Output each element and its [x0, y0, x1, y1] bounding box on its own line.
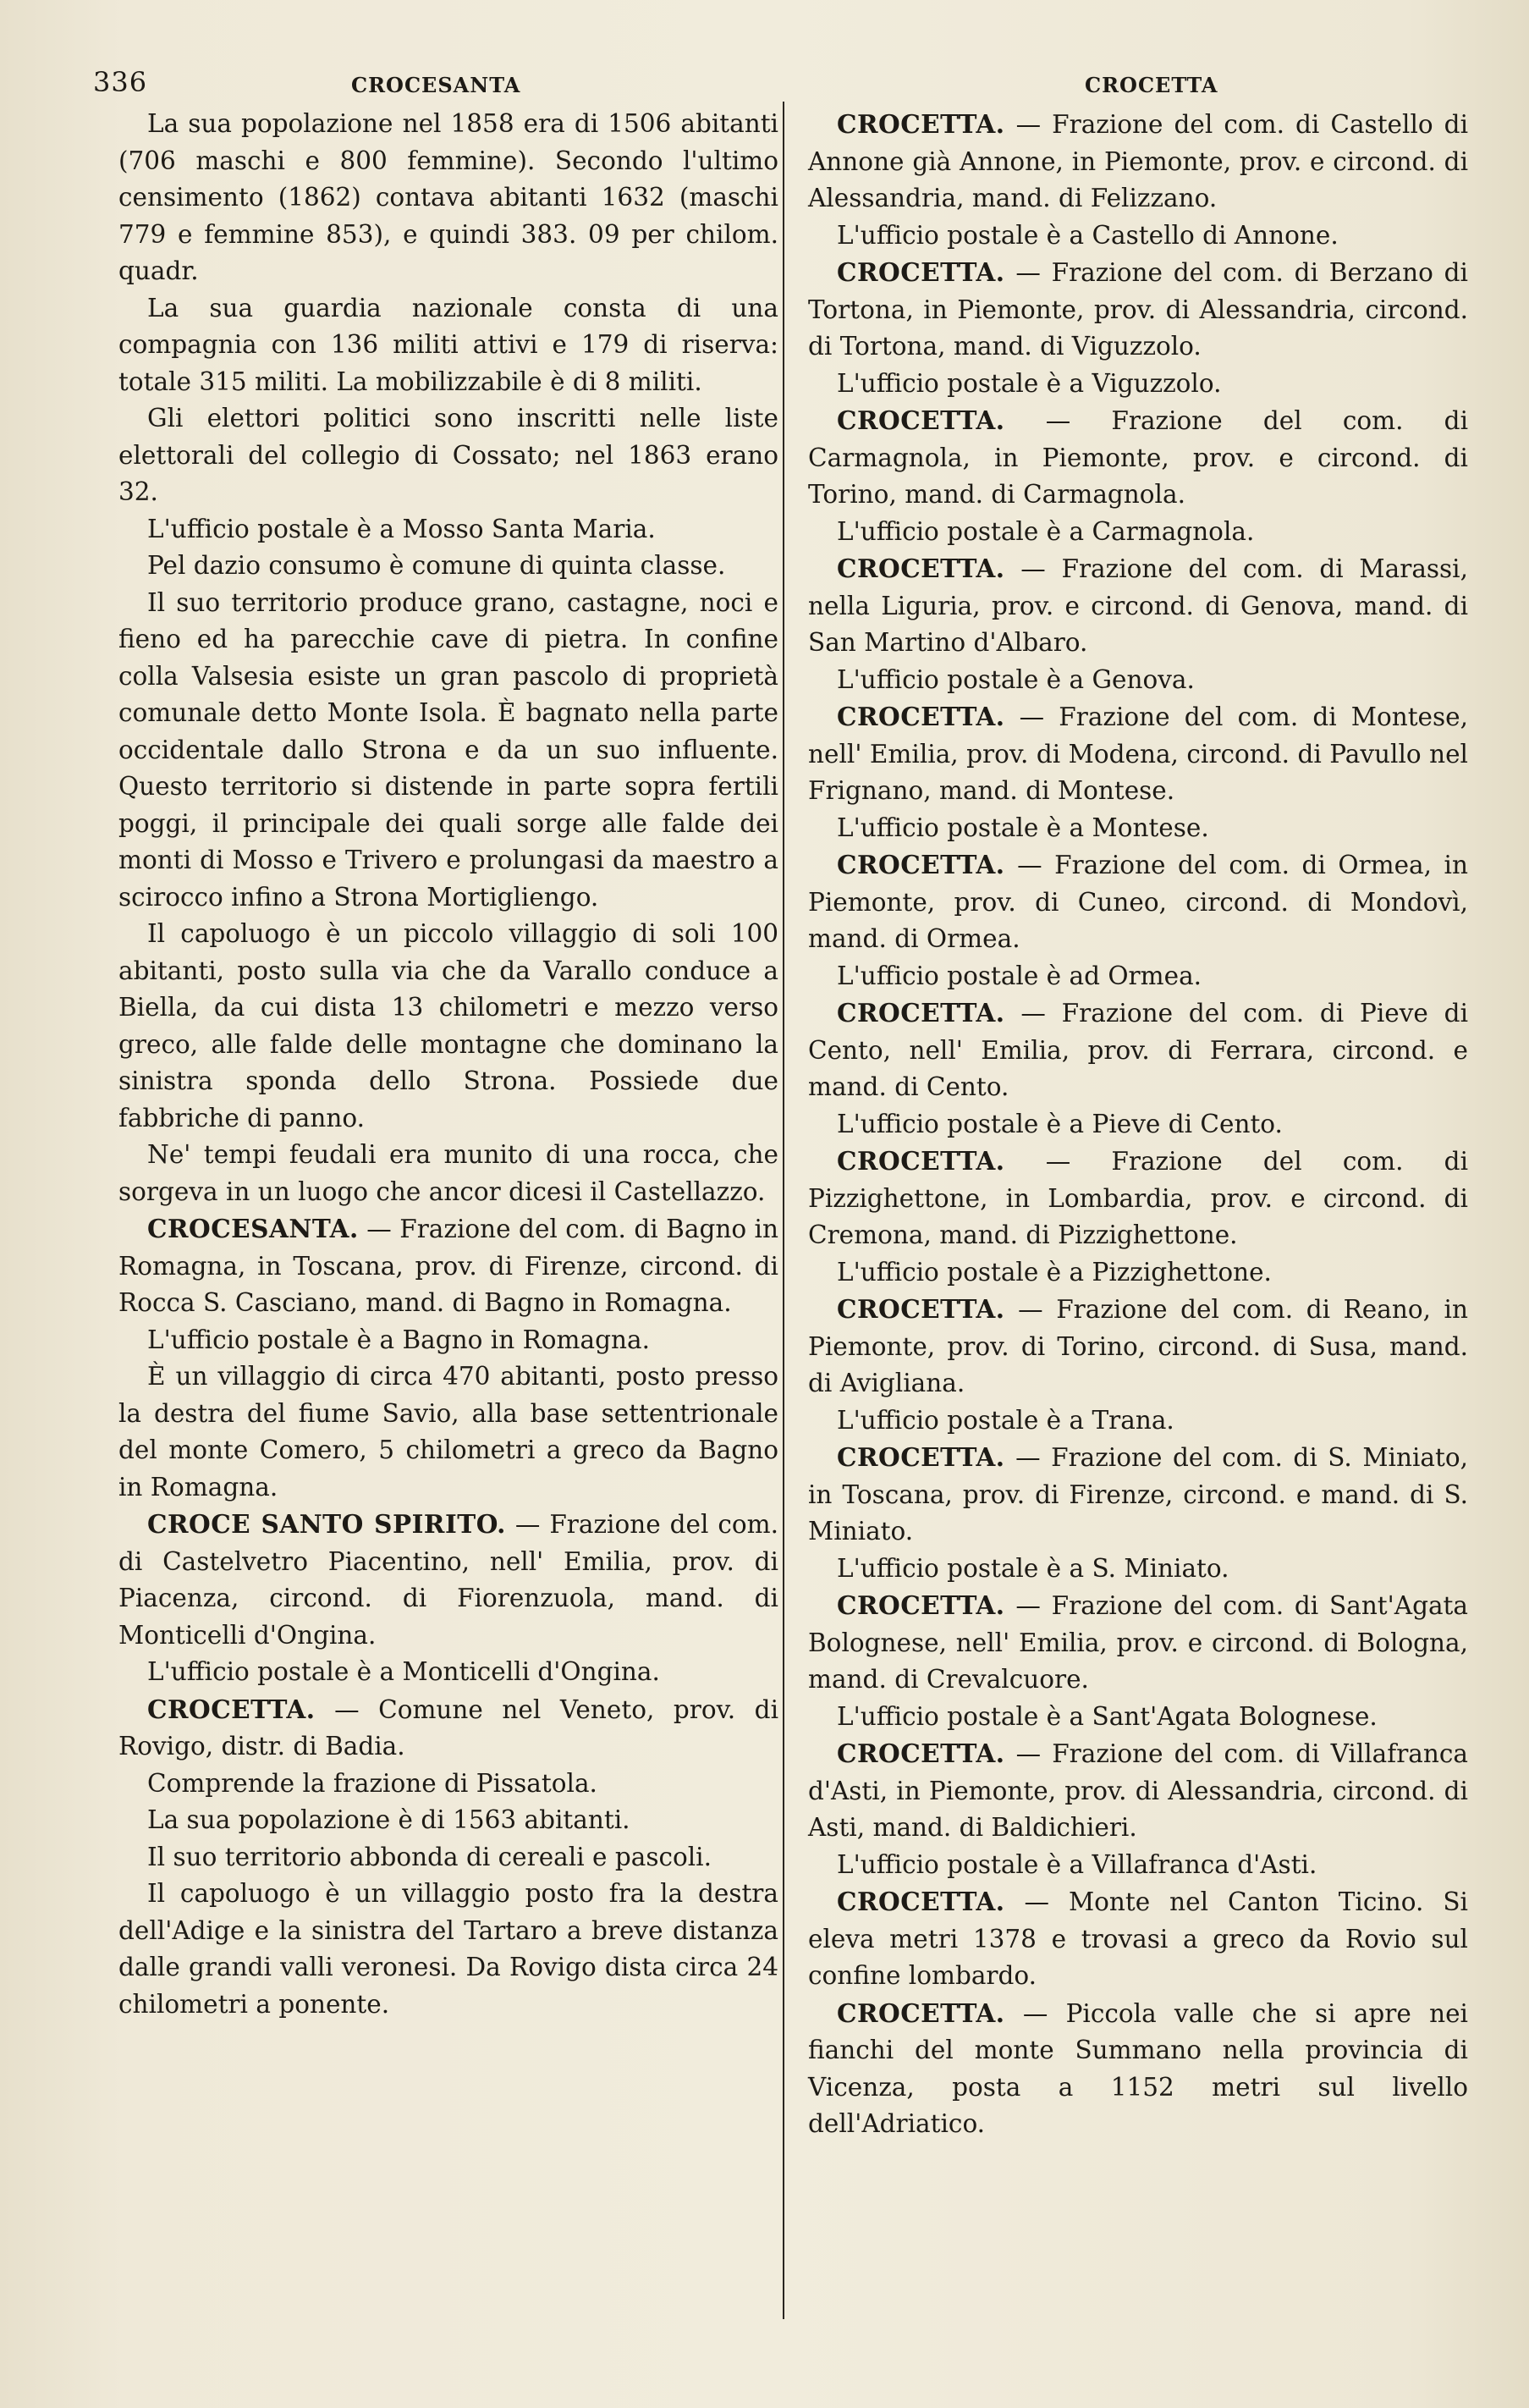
- entry: [808, 1439, 1468, 1551]
- entry: [118, 1691, 778, 1766]
- paragraph: Il suo territorio abbonda di cereali e pascoli.: [147, 1842, 712, 1871]
- paragraph: L'ufficio postale è a Viguzzolo.: [837, 368, 1222, 398]
- paragraph: Pel dazio consumo è comune di quinta classe.: [147, 551, 726, 580]
- paragraph: L'ufficio postale è a Trana.: [837, 1405, 1174, 1435]
- entry-text: — Frazione del com. di Sant'Agata Bolognese, nell' Emilia, prov. e circond. di Bologna, mand. di Crevalcuore.: [808, 1591, 1468, 1694]
- entry-text: — Frazione del com. di Castello di Annone già Annone, in Piemonte, prov. e circond. di Alessandria, mand. di Felizzano.: [808, 110, 1468, 212]
- entry-headword: CROCETTA.: [837, 554, 1005, 583]
- entry-headword: CROCESANTA.: [147, 1214, 359, 1243]
- paragraph: Gli elettori politici sono inscritti nelle liste elettorali del collegio di Cossato; nel 1863 erano 32.: [118, 404, 778, 506]
- entry-headword: CROCETTA.: [837, 998, 1005, 1028]
- entry: [808, 402, 1468, 514]
- entry-text: — Comune nel Veneto, prov. di Rovigo, distr. di Badia.: [118, 1694, 778, 1761]
- paragraph: La sua popolazione nel 1858 era di 1506 abitanti (706 maschi e 800 femmine). Secondo l'ultimo censimento (1862) contava abitanti 1632 (maschi 779 e femmine 853), e quindi 383. 09 per chilom. quadr.: [118, 109, 778, 285]
- paragraph: Ne' tempi feudali era munito di una rocca, che sorgeva in un luogo che ancor dicesi il Castellazzo.: [118, 1140, 778, 1206]
- entry: [808, 1587, 1468, 1699]
- entry: [808, 254, 1468, 366]
- entry-text: — Frazione del com. di Castelvetro Piacentino, nell' Emilia, prov. di Piacenza, circond. di Fiorenzuola, mand. di Monticelli d'Ongina.: [118, 1510, 778, 1650]
- entry-headword: CROCETTA.: [837, 1887, 1005, 1916]
- paragraph: Il suo territorio produce grano, castagne, noci e fieno ed ha parecchie cave di pietra. In confine colla Valsesia esiste un gran pascolo di proprietà comunale detto Monte Isola. È bagnato nella parte occidentale dallo Strona e da un suo influente. Questo territorio si distende in parte sopra fertili poggi, il principale dei quali sorge alle falde dei monti di Mosso e Trivero e prolungasi da maestro a scirocco infino a Strona Mortigliengo.: [118, 587, 778, 912]
- paragraph: L'ufficio postale è a Monticelli d'Ongina.: [147, 1657, 660, 1686]
- paragraph: L'ufficio postale è a S. Miniato.: [837, 1553, 1229, 1583]
- entry-headword: CROCETTA.: [837, 1590, 1005, 1620]
- paragraph: L'ufficio postale è a Genova.: [837, 664, 1195, 694]
- entry-headword: CROCETTA.: [837, 702, 1005, 731]
- entry-headword: CROCETTA.: [837, 850, 1005, 879]
- paragraph: L'ufficio postale è a Pizzighettone.: [837, 1257, 1272, 1287]
- page-header: [93, 66, 1481, 100]
- entry: [808, 1143, 1468, 1254]
- paragraph: L'ufficio postale è a Pieve di Cento.: [837, 1109, 1283, 1138]
- entry-text: — Frazione del com. di Montese, nell' Emilia, prov. di Modena, circond. di Pavullo nel Frignano, mand. di Montese.: [808, 703, 1468, 805]
- entry-text: — Frazione del com. di S. Miniato, in Toscana, prov. di Firenze, circond. e mand. di S. Miniato.: [808, 1443, 1468, 1546]
- entry-text: — Frazione del com. di Ormea, in Piemonte, prov. di Cuneo, circond. di Mondovì, mand. di Ormea.: [808, 851, 1468, 953]
- paragraph: La sua guardia nazionale consta di una compagnia con 136 militi attivi e 179 di riserva: totale 315 militi. La mobilizzabile è di 8 militi.: [118, 293, 778, 396]
- entry-text: — Piccola valle che si apre nei fianchi del monte Summano nella provincia di Vicenza, posta a 1152 metri sul livello dell'Adriatico.: [808, 1998, 1468, 2138]
- paragraph: La sua popolazione è di 1563 abitanti.: [147, 1805, 630, 1834]
- paragraph: L'ufficio postale è a Sant'Agata Bolognese.: [837, 1701, 1378, 1731]
- entry-text: — Frazione del com. di Berzano di Tortona, in Piemonte, prov. di Alessandria, circond. di Tortona, mand. di Viguzzolo.: [808, 258, 1468, 361]
- entry: [808, 1735, 1468, 1847]
- left-running-head: CROCESANTA: [351, 73, 521, 97]
- entry-text: — Frazione del com. di Pieve di Cento, nell' Emilia, prov. di Ferrara, circond. e mand. di Cento.: [808, 999, 1468, 1101]
- paragraph: Il capoluogo è un piccolo villaggio di soli 100 abitanti, posto sulla via che da Varallo conduce a Biella, da cui dista 13 chilometri e mezzo verso greco, alle falde delle montagne che dominano la sinistra sponda dello Strona. Possiede due fabbriche di panno.: [118, 919, 778, 1132]
- entry-headword: CROCETTA.: [837, 1294, 1005, 1324]
- paragraph: Comprende la frazione di Pissatola.: [147, 1768, 597, 1798]
- entry-headword: CROCETTA.: [837, 1738, 1005, 1768]
- entry-headword: CROCE SANTO SPIRITO.: [147, 1509, 506, 1539]
- entry-headword: CROCETTA.: [837, 405, 1005, 435]
- entry: [808, 550, 1468, 662]
- entry: [118, 1506, 778, 1654]
- entry-headword: CROCETTA.: [147, 1694, 316, 1724]
- entry: [808, 106, 1468, 218]
- entry-text: — Frazione del com. di Bagno in Romagna, in Toscana, prov. di Firenze, circond. di Rocca S. Casciano, mand. di Bagno in Romagna.: [118, 1215, 778, 1317]
- entry: [808, 1291, 1468, 1402]
- left-column: [118, 106, 778, 2023]
- page-number: 336: [93, 66, 148, 98]
- entry-headword: CROCETTA.: [837, 1997, 1005, 2028]
- right-column: [808, 106, 1468, 2143]
- paragraph: L'ufficio postale è a Bagno in Romagna.: [147, 1325, 650, 1354]
- paragraph: Il capoluogo è un villaggio posto fra la destra dell'Adige e la sinistra del Tartaro a breve distanza dalle grandi valli veronesi. Da Rovigo dista circa 24 chilometri a ponente.: [118, 1879, 778, 2019]
- entry: [808, 995, 1468, 1106]
- paragraph: L'ufficio postale è ad Ormea.: [837, 961, 1202, 990]
- entry: [118, 1210, 778, 1322]
- paragraph: È un villaggio di circa 470 abitanti, posto presso la destra del fiume Savio, alla base settentrionale del monte Comero, 5 chilometri a greco da Bagno in Romagna.: [118, 1362, 778, 1502]
- entry-text: — Frazione del com. di Pizzighettone, in Lombardia, prov. e circond. di Cremona, mand. di Pizzighettone.: [808, 1147, 1468, 1249]
- paragraph: L'ufficio postale è a Montese.: [837, 813, 1209, 842]
- entry: [808, 1995, 1468, 2143]
- entry-headword: CROCETTA.: [837, 109, 1005, 139]
- paragraph: L'ufficio postale è a Mosso Santa Maria.: [147, 514, 656, 543]
- entry-text: — Frazione del com. di Marassi, nella Liguria, prov. e circond. di Genova, mand. di San Martino d'Albaro.: [808, 554, 1468, 657]
- entry-text: — Monte nel Canton Ticino. Si eleva metri 1378 e trovasi a greco da Rovio sul confine lombardo.: [808, 1887, 1468, 1990]
- paragraph: L'ufficio postale è a Villafranca d'Asti.: [837, 1849, 1317, 1879]
- entry-headword: CROCETTA.: [837, 1146, 1005, 1176]
- entry-headword: CROCETTA.: [837, 1442, 1005, 1472]
- entry-text: — Frazione del com. di Reano, in Piemonte, prov. di Torino, circond. di Susa, mand. di Avigliana.: [808, 1295, 1468, 1397]
- entry: [808, 698, 1468, 810]
- entry: [808, 1883, 1468, 1995]
- entry-text: — Frazione del com. di Villafranca d'Asti, in Piemonte, prov. di Alessandria, circond. di Asti, mand. di Baldichieri.: [808, 1739, 1468, 1842]
- entry-headword: CROCETTA.: [837, 257, 1005, 287]
- paragraph: L'ufficio postale è a Castello di Annone.: [837, 220, 1339, 250]
- column-divider: [783, 102, 784, 2319]
- entry-text: — Frazione del com. di Carmagnola, in Piemonte, prov. e circond. di Torino, mand. di Carmagnola.: [808, 406, 1468, 509]
- paragraph: L'ufficio postale è a Carmagnola.: [837, 516, 1255, 546]
- right-running-head: CROCETTA: [1085, 73, 1218, 97]
- entry: [808, 846, 1468, 958]
